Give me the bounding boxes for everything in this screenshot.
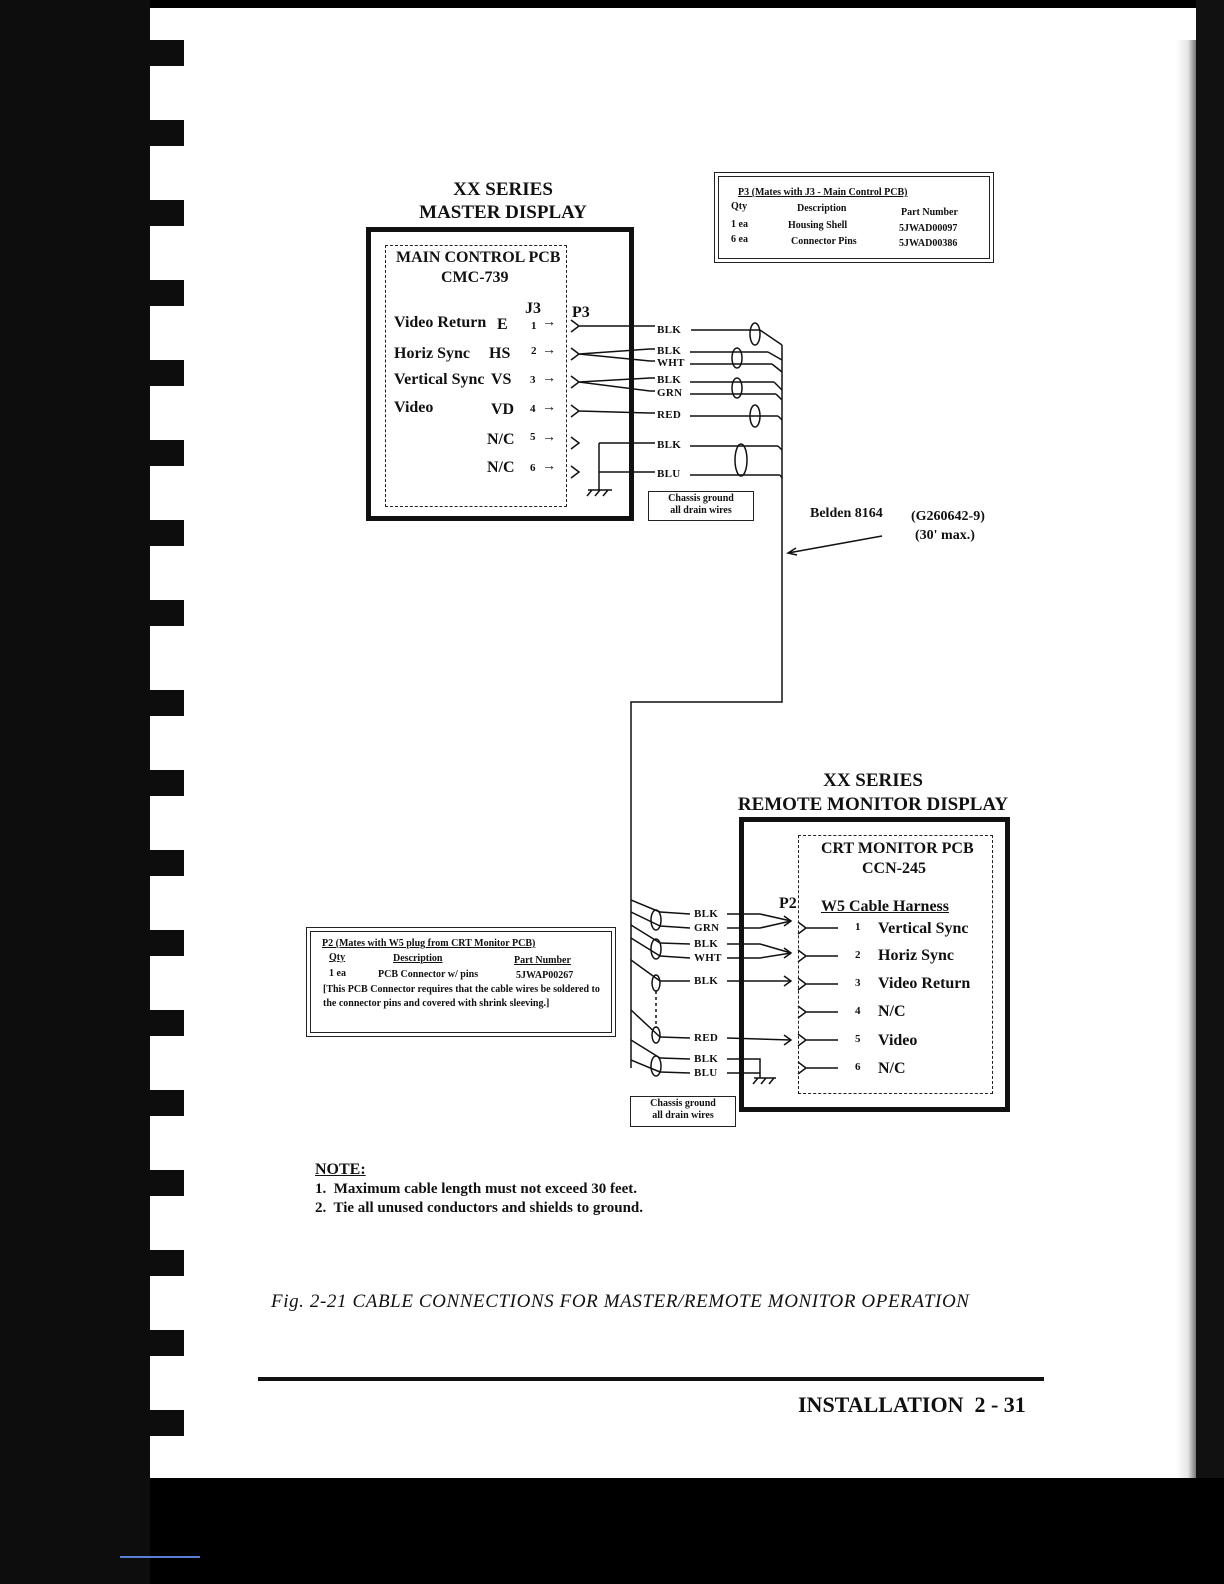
table-cell: Housing Shell	[788, 220, 848, 231]
remote-wire-label: BLK	[694, 975, 719, 987]
table-cell: 5JWAP00267	[516, 970, 574, 981]
master-series-title: XX SERIES	[453, 179, 553, 200]
remote-display-title: REMOTE MONITOR DISPLAY	[737, 794, 1009, 815]
table-cell: 1 ea	[329, 968, 346, 979]
footer-rule	[258, 1377, 1044, 1381]
remote-pin: 5	[855, 1033, 861, 1045]
master-signal-code: N/C	[487, 459, 515, 476]
table-cell: 5JWAD00386	[899, 238, 958, 249]
master-wire-label: GRN	[657, 387, 683, 399]
remote-ground-note: Chassis ground all drain wires	[630, 1096, 736, 1127]
master-pin: 2	[531, 345, 537, 357]
master-wire-label: BLK	[657, 345, 682, 357]
master-wire-label: BLU	[657, 468, 681, 480]
cable-callout-arrow	[788, 536, 882, 555]
p2-table-title: P2 (Mates with W5 plug from CRT Monitor PCB)	[322, 938, 536, 949]
remote-wire-label: GRN	[694, 922, 720, 934]
note-item: 2. Tie all unused conductors and shields to ground.	[315, 1200, 644, 1216]
p2-table-note: [This PCB Connector requires that the cable wires be soldered to the connector pins and covered with shrink sleeving.]	[323, 984, 600, 1009]
cable-part-number: (G260642-9)	[911, 509, 985, 524]
remote-wire-label: RED	[694, 1032, 719, 1044]
master-pin: 3	[530, 374, 536, 386]
remote-pcb-model: CCN-245	[862, 860, 926, 877]
p3-table-title: P3 (Mates with J3 - Main Control PCB)	[738, 187, 908, 198]
remote-signal-name: Vertical Sync	[878, 920, 969, 937]
pcb-model: CMC-739	[441, 269, 509, 286]
master-wire-label: RED	[657, 409, 682, 421]
remote-pcb-title: CRT MONITOR PCB	[821, 840, 974, 857]
remote-wire-label: BLK	[694, 938, 719, 950]
master-pin-arrow: →	[542, 343, 556, 358]
remote-signal-name: N/C	[878, 1003, 906, 1020]
table-header: Description	[797, 203, 847, 214]
note-item: 1. Maximum cable length must not exceed 30 feet.	[315, 1181, 638, 1197]
master-pin: 5	[530, 431, 536, 443]
remote-signal-name: Horiz Sync	[878, 947, 954, 964]
p2-parts-table	[306, 927, 616, 1037]
table-cell: 6 ea	[731, 234, 748, 245]
master-pin-arrow: →	[542, 430, 556, 445]
remote-pin: 4	[855, 1005, 861, 1017]
master-pin-arrow: →	[542, 371, 556, 386]
remote-wire-label: BLK	[694, 908, 719, 920]
remote-series-title: XX SERIES	[823, 770, 923, 791]
table-cell: Connector Pins	[791, 236, 857, 247]
harness-label: W5 Cable Harness	[821, 898, 949, 915]
master-signal-code: N/C	[487, 431, 515, 448]
master-display-title: MASTER DISPLAY	[419, 202, 587, 223]
table-header: Part Number	[514, 955, 571, 966]
master-signal-code: VD	[491, 401, 515, 418]
p3-label: P3	[572, 304, 590, 321]
master-signal-code: HS	[489, 345, 511, 362]
master-pin: 6	[530, 462, 536, 474]
remote-pin: 3	[855, 977, 861, 989]
master-signal-name: Vertical Sync	[394, 371, 485, 388]
remote-signal-name: Video Return	[878, 975, 971, 992]
remote-wire-label: WHT	[694, 952, 722, 964]
master-pin: 1	[531, 320, 537, 332]
remote-pin: 1	[855, 921, 861, 933]
table-cell: PCB Connector w/ pins	[378, 969, 479, 980]
remote-signal-name: N/C	[878, 1060, 906, 1077]
p3-parts-table	[714, 172, 994, 263]
remote-wire-label: BLK	[694, 1053, 719, 1065]
table-cell: 5JWAD00097	[899, 223, 958, 234]
cable-max-length: (30' max.)	[915, 528, 975, 543]
table-header: Description	[393, 953, 443, 964]
remote-pin: 2	[855, 949, 861, 961]
remote-wire-label: BLU	[694, 1067, 718, 1079]
p2-label: P2	[779, 895, 797, 912]
master-pin-arrow: →	[542, 315, 556, 330]
master-signal-code: E	[497, 316, 508, 333]
table-cell: 1 ea	[731, 219, 748, 230]
master-signal-name: Video Return	[394, 314, 487, 331]
notes-title: NOTE:	[315, 1161, 366, 1178]
master-ground-note: Chassis ground all drain wires	[648, 491, 754, 521]
master-pin-arrow: →	[542, 400, 556, 415]
master-wire-label: BLK	[657, 374, 682, 386]
master-signal-name: Video	[394, 399, 434, 416]
table-header: Qty	[731, 201, 748, 212]
master-signal-name: Horiz Sync	[394, 345, 470, 362]
remote-pin: 6	[855, 1061, 861, 1073]
master-wire-label: WHT	[657, 357, 685, 369]
master-pin: 4	[530, 403, 536, 415]
figure-caption: Fig. 2-21 CABLE CONNECTIONS FOR MASTER/REMOTE MONITOR OPERATION	[271, 1291, 970, 1312]
master-signal-code: VS	[491, 371, 512, 388]
pcb-title: MAIN CONTROL PCB	[396, 249, 561, 266]
master-wire-label: BLK	[657, 439, 682, 451]
page-footer: INSTALLATION 2 - 31	[798, 1392, 1026, 1417]
table-header: Qty	[329, 952, 346, 963]
master-wire-label: BLK	[657, 324, 682, 336]
cable-name: Belden 8164	[810, 506, 883, 521]
table-header: Part Number	[901, 207, 958, 218]
remote-signal-name: Video	[878, 1032, 918, 1049]
j3-label: J3	[525, 300, 541, 317]
master-pin-arrow: →	[542, 459, 556, 474]
